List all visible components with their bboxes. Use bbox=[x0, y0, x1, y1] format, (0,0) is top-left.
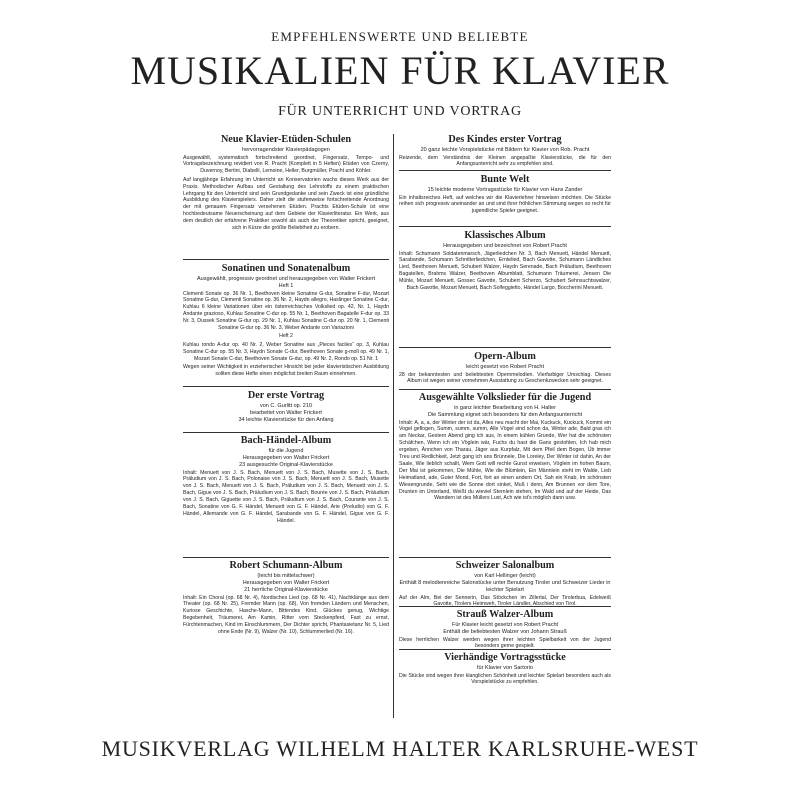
section-subtitle: von Karl Hellinger (leicht) bbox=[474, 572, 536, 579]
section-text: Ausgewählt, systematisch fortschreitend geordnet, Fingersatz, Tempo- und Vortragsbezeichnung revidiert von R. Pracht (Komplett in 5 Heften) Etüden von Czerny, Duvernoy, Bertini, Diabelli, Lemoine, Heller, Burgmüller, Pracht und Köhler. bbox=[183, 154, 389, 175]
section-title: Bach-Händel-Album bbox=[240, 435, 332, 446]
section-title: Des Kindes erster Vortrag bbox=[448, 134, 562, 145]
section-subtitle: Herausgegeben von Walter Frickert bbox=[242, 454, 330, 461]
section-text: Diese herrlichen Walzer werden wegen ihrer leichten Spielbarkeit von der Jugend besonders gerne gespielt. bbox=[399, 636, 611, 650]
section-neue-klavier-etueden-schulen bbox=[183, 132, 389, 260]
section-opern-album bbox=[399, 348, 611, 390]
section-robert-schumann-album bbox=[183, 558, 389, 688]
section-subtitle: für die Jugend bbox=[268, 447, 304, 454]
section-text: Inhalt: Ein Choral (op. 68 Nr. 4), Nordisches Lied (op. 68 Nr. 41), Nachklänge aus dem Theater (op. 68 Nr. 25), Fremder Mann (op. 68), Von fremden Ländern und Menschen, Kuriose Geschichte, Hasche-Mann, Bittendes Kind, Glückes genug, Wichtige Begebenheit, Träumerei, Am Kamin, Ritter vom Steckenpferd, Fast zu ernst, Fürchtenmachen, Kind im Einschlummern, Der Dichter spricht, Phantasietanz Nr. 5, Lied ohne Ende (Nr. 9), Walzer (Nr. 10), Schlummerlied (Nr. 16). bbox=[183, 594, 389, 636]
left-column bbox=[183, 132, 389, 688]
section-subtitle: leicht gesetzt von Robert Pracht bbox=[466, 363, 544, 370]
section-subtitle: 20 ganz leichte Vorspielstücke mit Bildern für Klavier von Rob. Pracht bbox=[420, 146, 590, 153]
section-text: Heft 2 bbox=[279, 333, 293, 340]
header-subtitle: FÜR UNTERRICHT UND VORTRAG bbox=[278, 104, 522, 119]
section-subtitle: bearbeitet von Walter Frickert bbox=[250, 409, 322, 416]
column-divider bbox=[393, 134, 394, 718]
section-title: Opern-Album bbox=[474, 351, 536, 362]
section-subtitle: Die Sammlung eignet sich besonders für den Anfangsunterricht bbox=[427, 411, 583, 418]
section-title: Sonatinen und Sonatenalbum bbox=[221, 263, 351, 274]
section-subtitle: hervorragendster Klavierpädagogen bbox=[242, 146, 330, 153]
section-ausgewaehlte-volkslieder-fuer-die-jugend bbox=[399, 390, 611, 558]
section-strauss-walzer-album bbox=[399, 607, 611, 650]
section-title: Robert Schumann-Album bbox=[229, 560, 343, 571]
section-text: Die Stücke sind wegen ihrer klanglichen Schönheit und leichter Spielart besonders auch als Vorspielstücke zu empfehlen. bbox=[399, 672, 611, 686]
section-title: Vierhändige Vortragsstücke bbox=[444, 652, 566, 663]
section-text: Inhalt: Menuett von J. S. Bach, Menuett von J. S. Bach, Musette von J. S. Bach, Präludium von J. S. Bach, Polonaise von J. S. Bach, Menuett von J. S. Bach, Musette von J. S. Bach, Menuett von J. S. Bach, Präludium von J. S. Bach, Menuett von J. S. Bach, Gigue von J. S. Bach, Präludium von J. S. Bach, Bourée von J. S. Bach, Präludium von J. S. Bach, Giguette von J. S. Bach, Präludium von J. S. Bach, Courante von J. S. Bach, Sonatine von G. F. Händel, Menuett von G. F. Händel, Arie (Preludio) von G. F. Händel, Allemande von G. F. Händel, Sarabande von G. F. Händel, Gigue von G. F. Händel. bbox=[183, 469, 389, 524]
section-text: Inhalt: Schumann Soldatenmarsch, Jägerliedchen Nr. 3, Bach Menuett, Händel Menuett, Sarabande, Schumann Schnitterliedchen, Erntelied, Bach Gavotte, Schumann Ländliches Lied, Beethoven Menuett, Schubert Walzer, Haydn Serenade, Bach Präludium, Beethoven Bagatellen, Brahms Walzer, Beethoven Albumblatt, Schumann Träumerei, Jensen Die Mühle, Mozart Menuett, Gossec Gavotte, Schubert Scherzo, Schubert Sehnsuchtswalzer, Bach Gavotte, Mozart Menuett, Bach Solfeggietto, Händel Largo, Boccherini Menuett. bbox=[399, 250, 611, 292]
section-klassisches-album bbox=[399, 227, 611, 348]
section-text: Ein inhaltsreiches Heft, auf welches wir die Klavierlehrer hinweisen möchten. Die Stücke reihen sich progressiv aneinander an und sind ihrer fröhlichen Stimmung wegen so recht für jugendliche Spieler geeignet. bbox=[399, 194, 611, 215]
section-schweizer-salonalbum bbox=[399, 558, 611, 607]
section-title: Neue Klavier-Etüden-Schulen bbox=[220, 134, 352, 145]
section-text: Clementi Sonate op. 36 Nr. 1, Beethoven kleine Sonatine G-dur, Sonatine F-dur, Mozart Sonatine G-dur, Clementi Sonatine op. 36 Nr. 2, Haydn allegro, Haslinger Sonatine C-dur, Kuhlau 6 kleine Variationen über ein österreichisches Volkslied op. 42, Nr. 1, Haydn Andante grazioso, Kuhlau Sonatine C-dur op. 55 Nr. 1, Beethoven Bagatelle F-dur op. 33 Nr. 3, Dussek Sonatine G-dur op. 29 Nr. 1, Kuhlau Sonatine C-dur op. 20 Nr. 1, Clementi Sonatine G-dur op. 36 Nr. 3, Weber Andante con Variazioni bbox=[183, 290, 389, 332]
section-text: Inhalt: A, a, a, der Winter der ist da, Alles neu macht der Mai, Kuckuck, Kuckuck, Kommt ein Vogel geflogen, Summ, summ, summ, Alle Vögel sind schon da, Winter ade, Bald gras ich am Neckar, Gestern Abend ging ich aus, In einem kühlen Grunde, Wer hat die schönsten Schäfchen, Wenn ich ein Vöglein wär, Fuchs du hast die Gans gestohlen, Ich hab mich ergeben, Ännchen von Tharau, Jäger aus Kurpfalz, Mit dem Pfeil dem Bogen, Üb immer Treu und Redlichkeit, Jetzt gang ich ans Brünnele, Die Loreley, Der Winter ist dahin, An der Saale, Wie lieblich schallt, Wem Gott will rechte Gunst erweisen, Vöglein im hohen Baum, Der Mai ist gekommen, Die Mühle, Wie die Blümlein, Ein Männlein steht im Walde, Lieb Heimatland, ade, Guter Mond, Fort, fort an einen andern Ort, Sah ein Knab, Im schönsten Wiesengrunde, Seht wie die Sonne dort sinket, Muß i denn, Am Brunnen vor dem Tore, Drunten im Unterland, Weißt du wieviel Sternlein stehen, Im Wald und auf der Heide, Das Wandern ist des Müllers Lust, Ach wie ist's möglich dann usw. bbox=[399, 419, 611, 502]
section-title: Schweizer Salonalbum bbox=[455, 560, 555, 571]
section-subtitle: 15 leichte moderne Vortragsstücke für Klavier von Hans Zander bbox=[427, 186, 583, 193]
section-title: Bunte Welt bbox=[480, 174, 530, 185]
header-kicker: EMPFEHLENSWERTE UND BELIEBTE bbox=[271, 29, 529, 44]
section-sonatinen-und-sonatenalbum bbox=[183, 260, 389, 387]
section-subtitle: in ganz leichter Bearbeitung von H. Halter bbox=[454, 404, 556, 411]
section-subtitle: Herausgegeben und bezeichnet von Robert Pracht bbox=[443, 242, 567, 249]
section-subtitle: (leicht bis mittelschwer) bbox=[257, 572, 315, 579]
section-title: Strauß Walzer-Album bbox=[456, 609, 554, 620]
page-title: MUSIKALIEN FÜR KLAVIER bbox=[130, 48, 670, 93]
section-subtitle: von C. Gurlitt op. 210 bbox=[260, 402, 312, 409]
section-title: Der erste Vortrag bbox=[247, 390, 325, 401]
section-subtitle: 21 herrliche Original-Klavierstücke bbox=[244, 586, 328, 593]
section-des-kindes-erster-vortrag bbox=[399, 132, 611, 171]
section-subtitle: 34 leichte Klavierstücke für den Anfang bbox=[238, 416, 334, 423]
section-title: Klassisches Album bbox=[464, 230, 546, 241]
section-text: Wegen seiner Wichtigkeit in erzieherischer Hinsicht bei jeder klavieristischen Ausbildung sollten diese Hefte einen möglichst breiten Raum einnehmen. bbox=[183, 364, 389, 377]
section-text: Kuhlau rondo A-dur op. 40 Nr. 2, Weber Sonatine aus „Pieces faciles“ op. 3, Kuhlau Sonatine C-dur op. 55 Nr. 3, Haydn Sonate C-dur, Beethoven Sonate g-moll op. 49 Nr. 1, Mozart Sonate C-dur, Beethoven Sonate G-dur, op. 49 Nr. 2, Rondo op. 51 Nr. 1 bbox=[183, 341, 389, 362]
section-title: Ausgewählte Volkslieder für die Jugend bbox=[418, 392, 592, 403]
publisher-footer: MUSIKVERLAG WILHELM HALTER KARLSRUHE-WEST bbox=[101, 736, 699, 761]
section-der-erste-vortrag bbox=[183, 387, 389, 433]
section-bunte-welt bbox=[399, 171, 611, 227]
section-subtitle: Heft 1 bbox=[278, 282, 294, 289]
section-subtitle: Ausgewählt, progressiv geordnet und herausgegeben von Walter Frickert bbox=[196, 275, 376, 282]
section-bach-haendel-album bbox=[183, 433, 389, 558]
section-subtitle: für Klavier von Sartorio bbox=[477, 664, 533, 671]
section-subtitle: Für Klavier leicht gesetzt von Robert Pracht bbox=[451, 621, 559, 628]
section-text: Reizende, dem Verständnis der Kleinen angepaßte Klavierstücke, die für den Anfangsunterricht sehr zu empfehlen sind. bbox=[399, 154, 611, 168]
section-subtitle: Enthält die beliebtesten Walzer von Johann Strauß bbox=[443, 628, 567, 635]
section-text: 28 der bekanntesten und beliebtesten Opernmelodien. Vierfarbiger Umschlag. Dieses Album ist wegen seiner vornehmen Ausstattung zu Geschenkzwecken sehr geeignet. bbox=[399, 371, 611, 385]
section-text: Auf langjährige Erfahrung im Unterricht an Konservatorien wuchs dieses Werk aus der Praxis. Methodischer Aufbau und Gestaltung des Lehrstoffs zu einem praktischen Lehrgang für den Unterricht sind sein Grundgedanke und sein Zweck ist eine gründliche Ausbildung des Klavierspielers. Daher zielt die stufenweise fortschreitende Anordnung der mit genauem Fingersatz versehenen Etüden. Prachts Etüden-Schule ist eine hochbedeutsame Neuerscheinung auf dem Gebiete der Klavierliteratur. Ein Werk, aus dem deutlich der erfahrene Praktiker sowohl als auch der Theoretiker spricht, geeignet, sich in Kürze die größte Beliebtheit zu erobern. bbox=[183, 176, 389, 232]
section-vierhaendige-vortragsstuecke bbox=[399, 650, 611, 702]
section-subtitle: 23 ausgesuchte Original-Klavierstücke bbox=[239, 461, 333, 468]
section-subtitle: Enthält 8 melodienreiche Salonstücke unter Benutzung Tiroler und Schweizer Lieder in leichter Spielart bbox=[399, 579, 611, 593]
section-subtitle: Herausgegeben von Walter Frickert bbox=[242, 579, 330, 586]
section-text: Auf der Alm, Bei der Sennerin, Das Stöckchen im Zillertal, Der Tirolerbua, Edelweiß Gavotte, Tirolers Heimweh, Tiroler Ländler, Abschied von Tirol. bbox=[399, 594, 611, 607]
right-column bbox=[399, 132, 611, 702]
